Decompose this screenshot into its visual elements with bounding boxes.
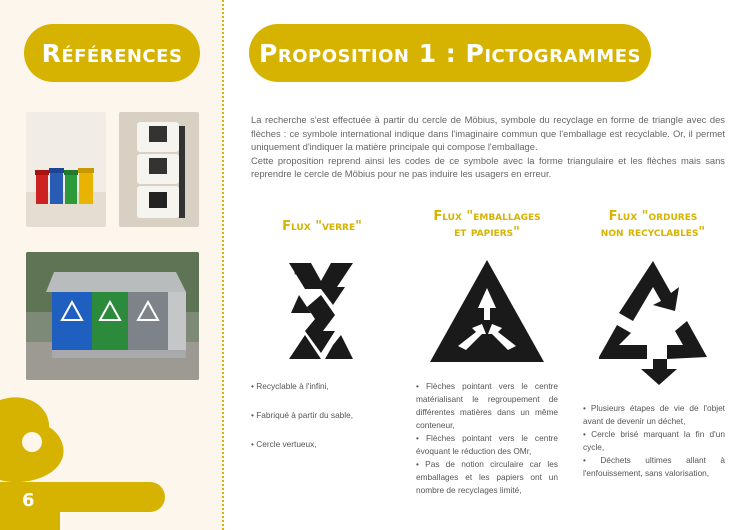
reference-photo-outdoor-bins (26, 252, 199, 380)
non-recyclable-flux-title (578, 209, 728, 241)
references-title: Références (24, 24, 200, 82)
packaging-flux-title-line2: et papiers" (454, 225, 520, 240)
glass-flux-title: Flux "verre" (282, 219, 362, 234)
glass-bullet-3: • Cercle vertueux, (251, 439, 317, 449)
non-recyclable-flux-title-line1: Flux "ordures (608, 209, 698, 224)
non-recyclable-bullet-1: • Plusieurs étapes de vie de l'objet avant de devenir un déchet, (583, 403, 725, 426)
dotted-divider (222, 0, 224, 530)
non-recyclable-flux-icon (597, 259, 709, 385)
glass-flux-icon (285, 259, 357, 363)
glass-flux-bullets (251, 380, 381, 451)
intro-paragraph-2: Cette proposition reprend ainsi les codes de ce symbole avec la forme triangulaire et les flèches mais sans reprendre le cercle de Möbius pour ne pas induire les usagers en erreur. (251, 154, 725, 180)
non-recyclable-flux-bullets (583, 402, 725, 480)
reference-photo-colored-bins (26, 112, 106, 227)
packaging-flux-icon (428, 258, 546, 366)
packaging-flux-title-line1: Flux "emballages (433, 209, 541, 224)
non-recyclable-bullet-3: • Déchets ultimes allant à l'enfouissement, sans valorisation, (583, 455, 725, 478)
glass-bullet-2: • Fabriqué à partir du sable, (251, 410, 354, 420)
glass-bullet-1: • Recyclable à l'infini, (251, 381, 329, 391)
intro-paragraph-1: La recherche s'est effectuée à partir du cercle de Möbius, symbole du recyclage en forme de triangle avec des flèches : ce symbole international indique dans l'imaginaire commun que l'emballage est recyclable. Or, il permet uniquement d'indiquer la matière principale qui compose l'emballage. (251, 114, 725, 153)
packaging-bullet-2: • Flèches pointant vers le centre évoquant le réduction des OMr, (416, 433, 558, 456)
reference-photo-stacked-bins (119, 112, 199, 227)
packaging-flux-title (412, 209, 562, 241)
packaging-bullet-1: • Flèches pointant vers le centre matérialisant le regroupement de différentes matières dans un même conteneur, (416, 381, 558, 430)
non-recyclable-bullet-2: • Cercle brisé marquant la fin d'un cycle, (583, 429, 725, 452)
proposition-title: Proposition 1 : Pictogrammes (249, 24, 651, 82)
packaging-bullet-3: • Pas de notion circulaire car les emballages et les papiers ont un nombre de recyclages limité, (416, 459, 558, 495)
non-recyclable-flux-title-line2: non recyclables" (600, 225, 706, 240)
intro-text (251, 113, 725, 181)
packaging-flux-bullets (416, 380, 558, 497)
page-number: 6 (22, 490, 35, 511)
